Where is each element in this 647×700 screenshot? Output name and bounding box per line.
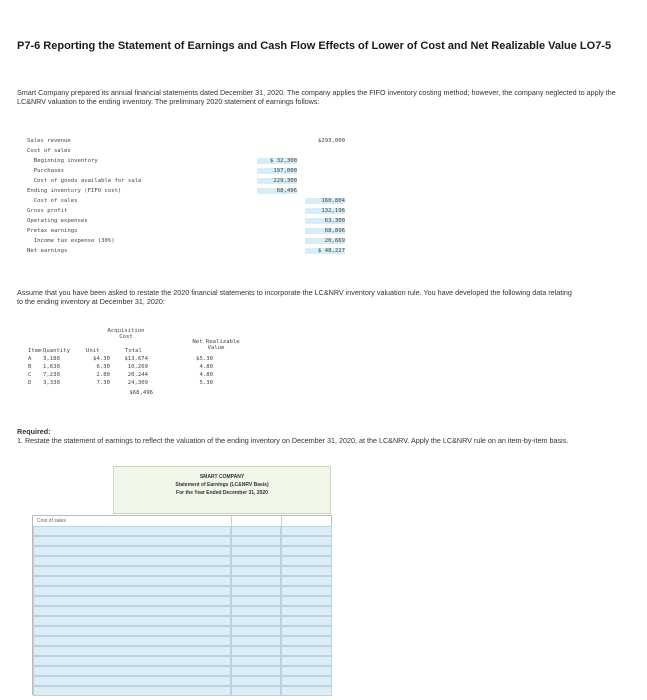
- answer-input-cell[interactable]: [281, 556, 332, 566]
- statement-row-label: Beginning inventory: [27, 158, 98, 164]
- answer-input-cell[interactable]: [281, 566, 332, 576]
- answer-input-cell[interactable]: [33, 556, 231, 566]
- inventory-cell-item: D: [28, 380, 32, 386]
- statement-row-c2: 132,196: [305, 208, 345, 214]
- acquisition-cost-header: Acquisition Cost: [107, 328, 145, 340]
- statement-row: [27, 168, 347, 176]
- inventory-cell-total: 20,244: [127, 372, 148, 378]
- statement-row-c2: $293,000: [318, 138, 345, 144]
- answer-input-cell[interactable]: [281, 676, 332, 686]
- answer-input-cell[interactable]: [33, 646, 231, 656]
- answer-input-cell[interactable]: [281, 546, 332, 556]
- col-unit-header: Unit: [86, 348, 100, 354]
- inventory-cell-unit: $4.30: [93, 356, 110, 362]
- answer-input-cell[interactable]: [231, 626, 281, 636]
- statement-row-label: Pretax earnings: [27, 228, 78, 234]
- col-total-header: Total: [125, 348, 142, 354]
- statement-row-c2: 160,804: [305, 198, 345, 204]
- answer-input-cell[interactable]: [231, 666, 281, 676]
- statement-row-label: Purchases: [27, 168, 65, 174]
- inventory-cell-unit: 2.80: [96, 372, 110, 378]
- answer-input-cell[interactable]: [33, 526, 231, 536]
- statement-row-label: Income tax expense (30%): [27, 238, 115, 244]
- col-qty-header: Quantity: [43, 348, 70, 354]
- inventory-cell-item: C: [28, 372, 32, 378]
- col-item-header: Item: [28, 348, 42, 354]
- required-text: 1. Restate the statement of earnings to reflect the valuation of the ending inventory on December 31, 2020, at the LC&NRV. Apply the LC&NRV rule on an item-by-item basis.: [17, 436, 569, 445]
- inventory-cell-qty: 3,330: [43, 380, 60, 386]
- statement-row-c1: 229,300: [257, 178, 297, 184]
- inventory-cell-nrv: $5.30: [196, 356, 213, 362]
- answer-input-cell[interactable]: [231, 686, 281, 696]
- required-label: Required:: [17, 427, 51, 436]
- problem-title: P7-6 Reporting the Statement of Earnings and Cash Flow Effects of Lower of Cost and Net Realizable Value LO7-5: [17, 40, 612, 52]
- statement-row-c1: $ 32,300: [257, 158, 297, 164]
- answer-input-cell[interactable]: [231, 676, 281, 686]
- answer-input-cell[interactable]: [281, 536, 332, 546]
- answer-header: [113, 466, 331, 514]
- statement-row-label: Gross profit: [27, 208, 68, 214]
- statement-row-label: Cost of goods available for sale: [27, 178, 142, 184]
- answer-input-cell[interactable]: [33, 636, 231, 646]
- statement-row: [27, 178, 347, 186]
- inventory-cell-total: 10,269: [127, 364, 148, 370]
- answer-input-cell[interactable]: [231, 656, 281, 666]
- answer-input-cell[interactable]: [281, 626, 332, 636]
- inventory-cell-qty: 3,180: [43, 356, 60, 362]
- answer-input-cell[interactable]: [281, 596, 332, 606]
- answer-input-cell[interactable]: [281, 656, 332, 666]
- answer-input-cell[interactable]: [231, 566, 281, 576]
- answer-input-cell[interactable]: [231, 606, 281, 616]
- answer-input-cell[interactable]: [33, 676, 231, 686]
- answer-input-cell[interactable]: [231, 556, 281, 566]
- inventory-cell-qty: 1,630: [43, 364, 60, 370]
- inventory-cell-unit: 7.30: [96, 380, 110, 386]
- answer-grid: [32, 515, 332, 695]
- answer-input-cell[interactable]: [33, 656, 231, 666]
- statement-row-c1: 68,496: [257, 188, 297, 194]
- answer-input-cell[interactable]: [33, 566, 231, 576]
- answer-input-cell[interactable]: [281, 636, 332, 646]
- statement-row-label: Sales revenue: [27, 138, 71, 144]
- answer-company: SMART COMPANY: [199, 474, 245, 480]
- answer-input-cell[interactable]: [281, 666, 332, 676]
- answer-input-cell[interactable]: [281, 616, 332, 626]
- answer-input-cell[interactable]: [231, 616, 281, 626]
- statement-row-c2: 68,896: [305, 228, 345, 234]
- statement-row-c2: $ 48,227: [305, 248, 345, 254]
- statement-row-label: Cost of sales: [27, 198, 78, 204]
- statement-row-label: Ending inventory (FIFO cost): [27, 188, 122, 194]
- statement-row: [27, 238, 347, 246]
- answer-input-cell[interactable]: [231, 536, 281, 546]
- statement-row: [27, 228, 347, 236]
- assume-paragraph: Assume that you have been asked to restate the 2020 financial statements to incorporate the LC&NRV inventory valuation rule. You have developed the following data relating to the ending inventory at December 31, 2020:: [17, 288, 572, 306]
- answer-input-cell[interactable]: [231, 636, 281, 646]
- answer-input-cell[interactable]: [281, 586, 332, 596]
- inventory-cell-nrv: 4.80: [199, 364, 213, 370]
- answer-input-cell[interactable]: [231, 546, 281, 556]
- answer-input-cell[interactable]: [281, 576, 332, 586]
- inventory-cell-unit: 6.30: [96, 364, 110, 370]
- answer-input-cell[interactable]: [231, 526, 281, 536]
- statement-row: [27, 198, 347, 206]
- inventory-cell-total: 24,309: [127, 380, 148, 386]
- answer-input-cell[interactable]: [33, 586, 231, 596]
- answer-input-cell[interactable]: [281, 526, 332, 536]
- answer-input-cell[interactable]: [33, 576, 231, 586]
- statement-row-label: Net earnings: [27, 248, 68, 254]
- intro-paragraph: Smart Company prepared its annual financial statements dated December 31, 2020. The company applies the FIFO inventory costing method; however, the company neglected to apply the LC&NRV valuation to the ending inventory. The preliminary 2020 statement of earnings follows:: [17, 88, 616, 106]
- inventory-cell-item: A: [28, 356, 32, 362]
- answer-input-cell[interactable]: [33, 606, 231, 616]
- answer-input-cell[interactable]: [281, 606, 332, 616]
- statement-row: [27, 248, 347, 256]
- statement-row: [27, 218, 347, 226]
- statement-row-c2: 20,669: [305, 238, 345, 244]
- statement-row: [27, 208, 347, 216]
- statement-row: [27, 148, 347, 156]
- inventory-total: $68,496: [129, 390, 153, 396]
- answer-input-cell[interactable]: [231, 576, 281, 586]
- answer-input-cell[interactable]: [33, 546, 231, 556]
- answer-input-cell[interactable]: [33, 596, 231, 606]
- answer-input-cell[interactable]: [281, 646, 332, 656]
- answer-input-cell[interactable]: [33, 686, 231, 696]
- answer-period: For the Year Ended December 31, 2020: [176, 490, 268, 496]
- statement-row-label: Cost of sales: [27, 148, 71, 154]
- answer-statement: Statement of Earnings (LC&NRV Basis): [175, 482, 269, 488]
- inventory-cell-nrv: 4.80: [199, 372, 213, 378]
- inventory-cell-qty: 7,230: [43, 372, 60, 378]
- statement-row-c2: 63,300: [305, 218, 345, 224]
- answer-input-cell[interactable]: [33, 536, 231, 546]
- inventory-cell-item: B: [28, 364, 32, 370]
- answer-input-cell[interactable]: [33, 626, 231, 636]
- cost-of-sales-row-label: Cost of sales: [37, 518, 66, 524]
- answer-input-cell[interactable]: [33, 666, 231, 676]
- inventory-cell-total: $13,674: [124, 356, 148, 362]
- answer-input-cell[interactable]: [231, 586, 281, 596]
- statement-row: [27, 138, 347, 146]
- inventory-cell-nrv: 5.30: [199, 380, 213, 386]
- statement-row: [27, 188, 347, 196]
- statement-row: [27, 158, 347, 166]
- answer-input-cell[interactable]: [231, 646, 281, 656]
- nrv-header: Net Realizable Value: [192, 339, 240, 351]
- answer-input-cell[interactable]: [33, 616, 231, 626]
- answer-input-cell[interactable]: [231, 596, 281, 606]
- statement-row-c1: 197,000: [257, 168, 297, 174]
- preliminary-statement: [27, 138, 345, 262]
- answer-input-cell[interactable]: [281, 686, 332, 696]
- statement-row-label: Operating expenses: [27, 218, 88, 224]
